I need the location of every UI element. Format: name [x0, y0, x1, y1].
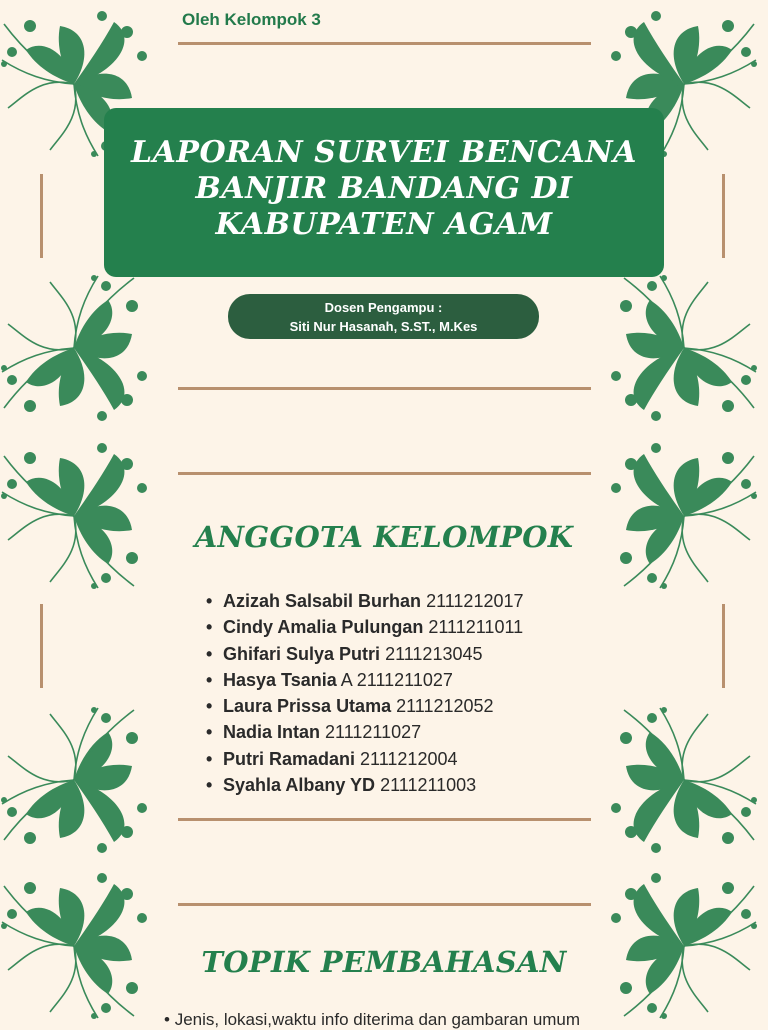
flourish-ornament-icon [604, 700, 764, 860]
divider-line [178, 472, 591, 475]
side-border-line [722, 174, 725, 258]
list-item [206, 667, 524, 693]
topics-heading: TOPIK PEMBAHASAN [201, 945, 567, 979]
group-label: Oleh Kelompok 3 [182, 10, 321, 29]
divider-line [178, 42, 591, 45]
list-item [206, 641, 524, 667]
flourish-ornament-icon [0, 700, 154, 860]
bullet: • [206, 617, 213, 638]
flourish-ornament-icon [0, 436, 154, 596]
flourish-ornament-icon [604, 436, 764, 596]
member-name: Putri Ramadani [223, 748, 356, 769]
list-item [206, 772, 524, 798]
title-line: LAPORAN SURVEI BENCANA [131, 134, 637, 170]
member-id: 2111211027 [325, 722, 422, 743]
bullet: • [206, 591, 213, 611]
side-border-line [722, 604, 725, 688]
member-name: Nadia Intan [223, 722, 321, 743]
member-name: Laura Prissa Utama [223, 696, 392, 717]
member-name: Ghifari Sulya Putri [223, 643, 381, 664]
members-list [206, 588, 524, 798]
bullet: • [206, 775, 213, 796]
bullet: • [206, 722, 213, 743]
page-title [124, 135, 644, 243]
divider-line [178, 818, 591, 821]
list-item [206, 746, 524, 772]
divider-line [178, 387, 591, 390]
flourish-ornament-icon [604, 268, 764, 428]
bullet: • [164, 1010, 170, 1029]
member-name: Syahla Albany YD [223, 775, 376, 796]
side-border-line [40, 604, 43, 688]
lecturer-name: Siti Nur Hasanah, S.ST., M.Kes [289, 318, 478, 334]
member-name: Azizah Salsabil Burhan [223, 591, 422, 611]
topic-item [164, 1010, 580, 1030]
member-name: Hasya Tsania [223, 669, 337, 690]
member-id: 2111211003 [380, 775, 477, 796]
list-item [206, 693, 524, 719]
member-id: 2111212052 [396, 696, 494, 717]
bullet: • [206, 643, 213, 664]
lecturer-label: Dosen Pengampu : [324, 299, 443, 315]
bullet: • [206, 696, 213, 717]
topic-text: Jenis, lokasi,waktu info diterima dan gambaran umum [174, 1010, 581, 1029]
list-item [206, 614, 524, 640]
member-id: 2111212004 [360, 748, 458, 769]
side-border-line [40, 174, 43, 258]
flourish-ornament-icon [0, 268, 154, 428]
members-heading: ANGGOTA KELOMPOK [194, 520, 574, 554]
list-item [206, 719, 524, 745]
bullet: • [206, 669, 213, 690]
member-name: Cindy Amalia Pulungan [223, 617, 424, 638]
title-box [104, 108, 664, 277]
member-id: 2111212017 [426, 591, 524, 611]
list-item [206, 588, 524, 614]
member-id: A 2111211027 [340, 669, 453, 690]
lecturer-badge [228, 294, 539, 339]
member-id: 2111213045 [385, 643, 483, 664]
title-line: KABUPATEN AGAM [215, 206, 553, 242]
divider-line [178, 903, 591, 906]
member-id: 2111211011 [428, 617, 524, 638]
title-line: BANJIR BANDANG DI [195, 170, 573, 206]
bullet: • [206, 748, 213, 769]
